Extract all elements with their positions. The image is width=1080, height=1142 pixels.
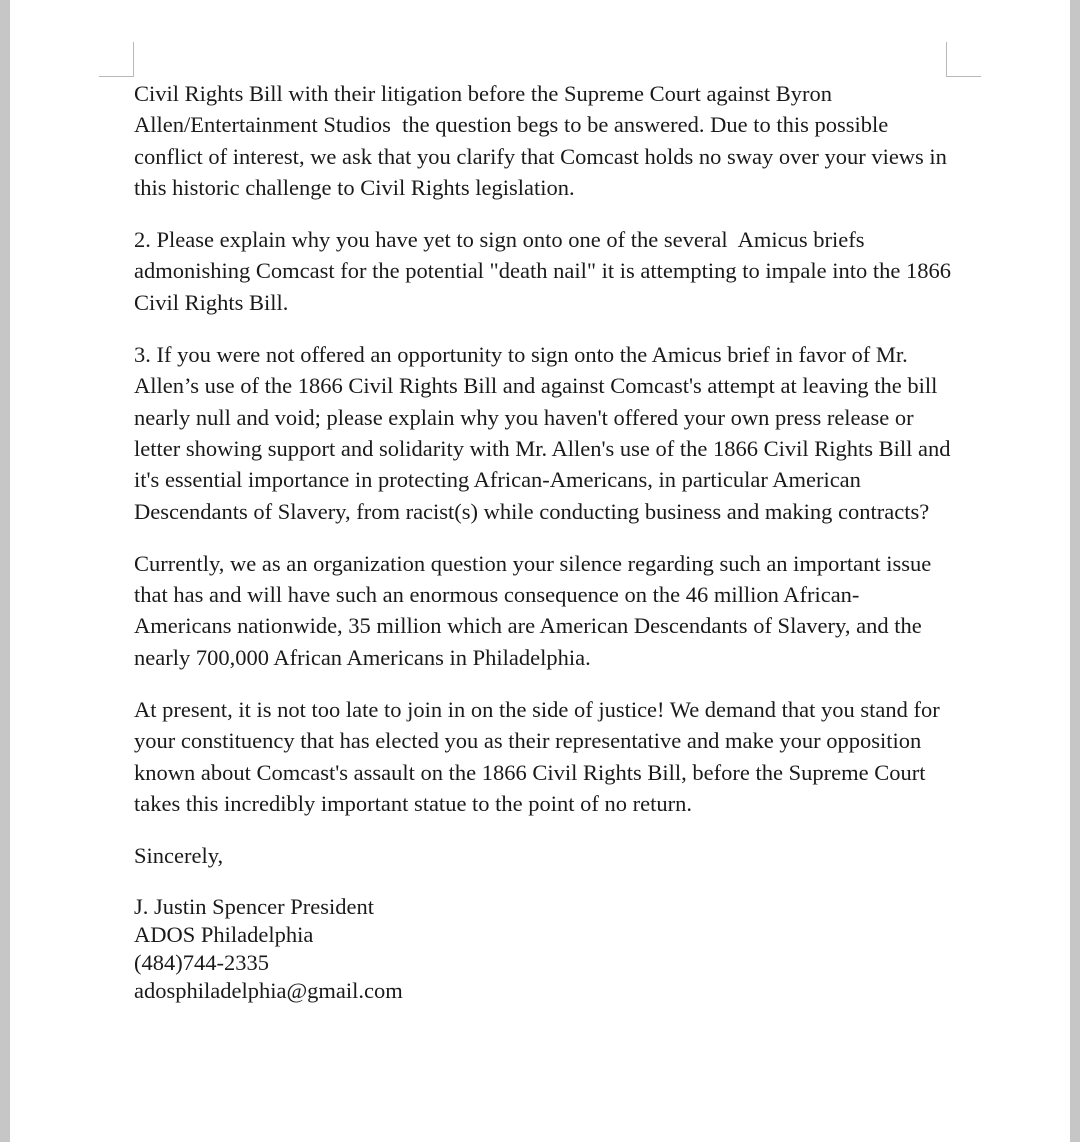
- margin-corner-top-left: [99, 42, 134, 77]
- signature-name-title: J. Justin Spencer President: [134, 893, 374, 919]
- margin-corner-top-right: [946, 42, 981, 77]
- paragraph-intro-continued: Civil Rights Bill with their litigation before the Supreme Court against Byron Allen/Entertainment Studios the question begs to be answered. Due to this possible conflict of interest, we ask that you clarify that Comcast holds no sway over your views in this historic challenge to Civil Rights legislation.: [134, 81, 953, 200]
- paragraph-silence: Currently, we as an organization question your silence regarding such an important issue that has and will have such an enormous consequence on the 46 million African-Americans nationwide, 35 million which are American Descendants of Slavery, and the nearly 700,000 African Americans in Philadelphia.: [134, 550, 937, 670]
- signature-organization: ADOS Philadelphia: [134, 921, 314, 947]
- paragraph-question-2: 2. Please explain why you have yet to sign onto one of the several Amicus briefs admonishing Comcast for the potential "death nail" it is attempting to impale into the 1866 Civil Rights Bill.: [134, 227, 957, 315]
- paragraph-question-3: 3. If you were not offered an opportunity to sign onto the Amicus brief in favor of Mr. Allen’s use of the 1866 Civil Rights Bill and against Comcast's attempt at leaving the bill nearly null and void; please explain why you haven't offered your own press release or letter showing support and solidarity with Mr. Allen's use of the 1866 Civil Rights Bill and it's essential importance in protecting African-Americans, in particular American Descendants of Slavery, from racist(s) while conducting business and making contracts?: [134, 342, 957, 524]
- signature-email: adosphiladelphia@gmail.com: [134, 977, 403, 1003]
- closing: Sincerely,: [134, 843, 224, 869]
- paragraph-demand: At present, it is not too late to join in on the side of justice! We demand that you stand for your constituency that has elected you as their representative and make your opposition known about Comcast's assault on the 1866 Civil Rights Bill, before the Supreme Court takes this incredibly important statue to the point of no return.: [134, 697, 946, 816]
- document-body[interactable]: [134, 78, 957, 1005]
- signature-phone: (484)744-2335: [134, 949, 269, 975]
- signature-block: [134, 893, 954, 1005]
- document-page: [10, 0, 1070, 1142]
